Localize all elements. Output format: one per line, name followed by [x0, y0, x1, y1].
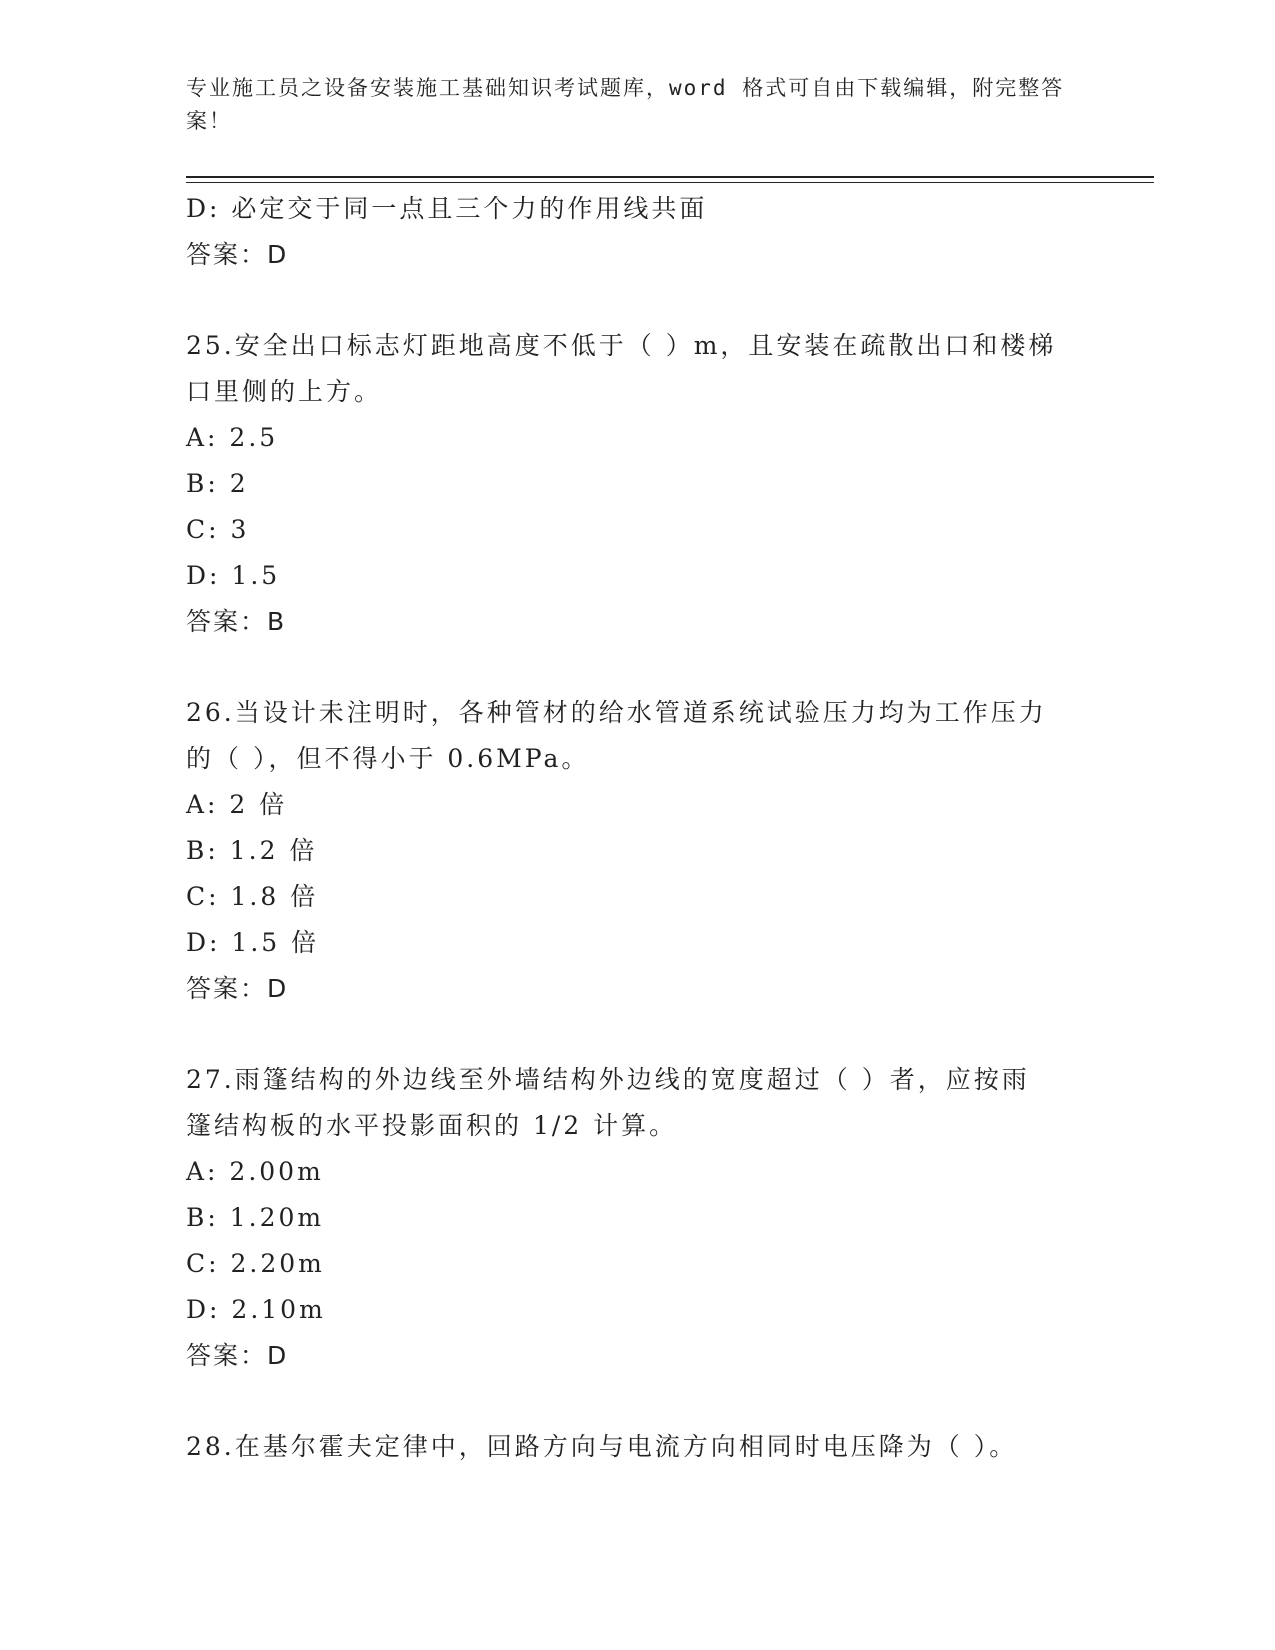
question-content — [186, 186, 1066, 1470]
option-b: B: 2 — [186, 469, 249, 498]
option-d: D: 1.5 倍 — [186, 928, 320, 957]
question-stem: 27.雨篷结构的外边线至外墙结构外边线的宽度超过（ ）者，应按雨 — [186, 1065, 1030, 1094]
option-d: D: 2.10m — [186, 1295, 326, 1324]
option-d: D: 1.5 — [186, 561, 281, 590]
question-stem: 25.安全出口标志灯距地高度不低于（ ）m，且安装在疏散出口和楼梯 — [186, 331, 1057, 360]
option-b: B: 1.2 倍 — [186, 836, 318, 865]
answer-line: 答案：D — [186, 1341, 289, 1370]
option-c: C: 3 — [186, 515, 250, 544]
question-stem: 28.在基尔霍夫定律中，回路方向与电流方向相同时电压降为（ ）。 — [186, 1432, 1018, 1461]
option-d: D: 必定交于同一点且三个力的作用线共面 — [186, 194, 708, 223]
option-a: A: 2.5 — [186, 423, 279, 452]
header-divider-thick — [186, 176, 1154, 178]
question-stem: 26.当设计未注明时，各种管材的给水管道系统试验压力均为工作压力 — [186, 698, 1047, 727]
question-26 — [186, 690, 1066, 1012]
answer-line: 答案：D — [186, 240, 289, 269]
question-stem-cont: 篷结构板的水平投影面积的 1/2 计算。 — [186, 1111, 678, 1140]
option-c: C: 1.8 倍 — [186, 882, 319, 911]
document-header: 专业施工员之设备安装施工基础知识考试题库，word 格式可自由下载编辑，附完整答案！ — [186, 76, 1065, 133]
option-a: A: 2 倍 — [186, 790, 288, 819]
answer-line: 答案：D — [186, 974, 289, 1003]
question-stem-cont: 的（ ），但不得小于 0.6MPa。 — [186, 744, 590, 773]
option-a: A: 2.00m — [186, 1157, 324, 1186]
question-28 — [186, 1424, 1066, 1470]
option-c: C: 2.20m — [186, 1249, 325, 1278]
question-stem-cont: 口里侧的上方。 — [186, 377, 383, 406]
question-27 — [186, 1057, 1066, 1379]
option-b: B: 1.20m — [186, 1203, 325, 1232]
answer-line: 答案：B — [186, 607, 287, 636]
question-25 — [186, 323, 1066, 645]
header-divider-thin — [186, 182, 1154, 183]
